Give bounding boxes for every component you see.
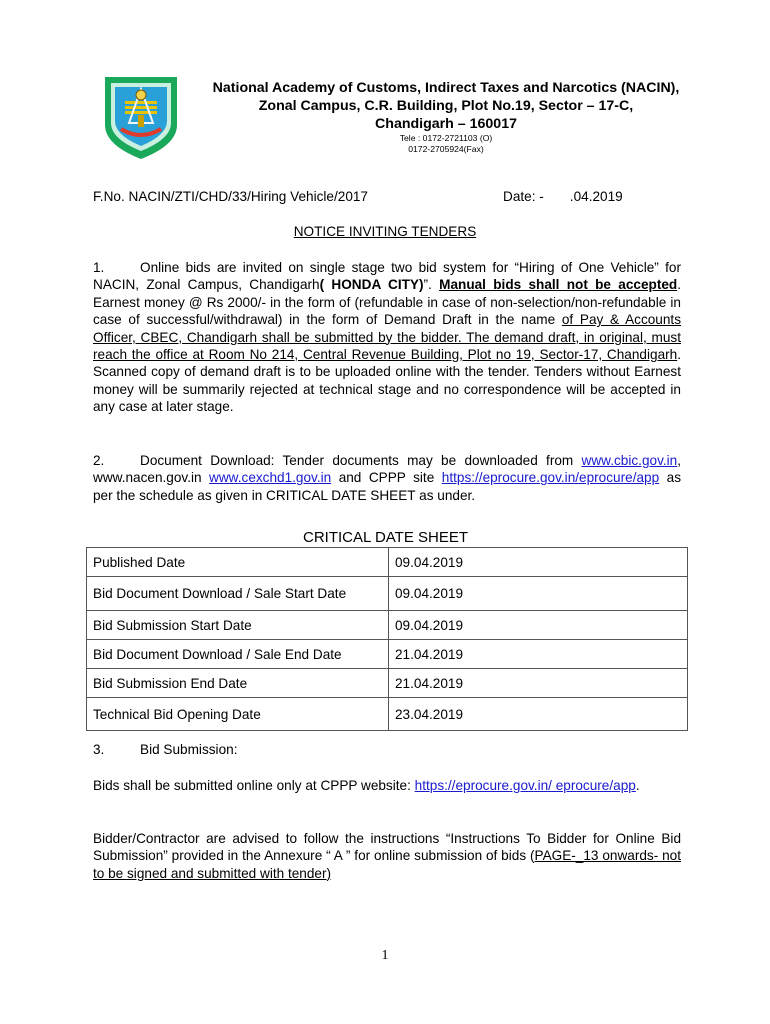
demand-draft-instructions: of Pay & Accounts Officer, CBEC, Chandigarh shall be submitted by the bidder. The demand draft, in original, must reach the office at Room No 214, Central Revenue Building, Plot no 19, Sector-17, Chandigarh [93,312,681,363]
para3-text: Bidder/Contractor are advised to follow the instructions “Instructions To Bidder for Online Bid Submission” provided in the Annexure “ A ” for online submission of bids ( [93,831,681,864]
paragraph-number: 2. [93,453,105,468]
para1-text: ”. [423,277,440,293]
bid-submission-heading: Bid Submission: [140,742,238,757]
eprocure-link[interactable]: https://eprocure.gov.in/eprocure/app [441,470,660,486]
org-address: Zonal Campus, C.R. Building, Plot No.19, Sector – 17-C, [258,98,634,114]
cbic-link[interactable]: www.cbic.gov.in [581,453,678,468]
row-date: 21.04.2019 [389,669,688,698]
table-row [87,548,688,577]
table-row [87,640,688,669]
row-label: Bid Submission End Date [87,669,389,698]
cppp-link[interactable]: https://eprocure.gov.in/ eprocure/app [414,778,636,793]
para3-text: ) [326,865,332,881]
para1-text: Online bids are invited on single stage two bid system for “Hiring of One Vehicle” for NACIN, Zonal Campus, Chandigarh [93,260,681,293]
para1-text: . Scanned copy of demand draft is to be uploaded online with the tender. Tenders without Earnest money will be summarily rejected at technical stage and no correspondence will be accepted in any case at later stage. [93,347,681,415]
para2-text: Document Download: Tender documents may be downloaded from [140,453,582,468]
critical-date-sheet-title: CRITICAL DATE SHEET [303,529,469,546]
org-city: Chandigarh – 160017 [375,116,517,132]
table-row [87,611,688,640]
annexure-page-note: PAGE-_13 onwards- not to be signed and submitted with tender [93,848,681,881]
customs-emblem-icon [101,75,181,161]
row-label: Bid Document Download / Sale Start Date [87,577,389,611]
paragraph-number: 1. [93,260,105,275]
row-label: Technical Bid Opening Date [87,698,389,731]
org-telephone: Tele : 0172-2721103 (O) [399,133,493,143]
date-value: .04.2019 [569,189,623,204]
para2-text: and CPPP site [331,470,442,486]
file-number: F.No. NACIN/ZTI/CHD/33/Hiring Vehicle/2017 [93,189,368,204]
notice-title: NOTICE INVITING TENDERS [293,224,477,239]
critical-date-table [86,547,688,731]
row-label: Bid Submission Start Date [87,611,389,640]
table-row [87,669,688,698]
paragraph-3-heading [93,741,681,758]
para3-text: Bids shall be submitted online only at CPPP website: [93,778,415,793]
date-label: Date: - [503,189,544,204]
org-name: National Academy of Customs, Indirect Taxes and Narcotics (NACIN), [212,80,680,96]
para2-text: as per the schedule as given in CRITICAL DATE SHEET as under. [93,470,681,503]
row-label: Bid Document Download / Sale End Date [87,640,389,669]
org-fax: 0172-2705924(Fax) [408,144,484,154]
row-date: 09.04.2019 [389,577,688,611]
para3-text: . [635,778,640,793]
row-date: 23.04.2019 [389,698,688,731]
manual-bids-notice: Manual bids shall not be accepted [439,277,678,293]
table-row [87,577,688,611]
paragraph-number: 3. [93,742,105,757]
row-date: 09.04.2019 [389,548,688,577]
paragraph-2 [93,452,681,504]
table-row [87,698,688,731]
row-date: 21.04.2019 [389,640,688,669]
bidder-instructions [93,830,681,882]
bid-submission-text [93,777,681,794]
row-date: 09.04.2019 [389,611,688,640]
date-line [503,189,623,204]
vehicle-model: ( HONDA CITY) [319,277,424,293]
paragraph-1 [93,259,681,416]
cexchd1-link[interactable]: www.cexchd1.gov.in [209,470,332,486]
para1-text: . Earnest money @ Rs 2000/- in the form of (refundable in case of non-selection/non-refundable in case of successful/withdrawal) in the form of Demand Draft in the name [93,277,681,328]
organization-header [196,79,696,155]
row-label: Published Date [87,548,389,577]
para2-text: , www.nacen.gov.in [93,453,681,486]
page-number: 1 [381,948,389,963]
